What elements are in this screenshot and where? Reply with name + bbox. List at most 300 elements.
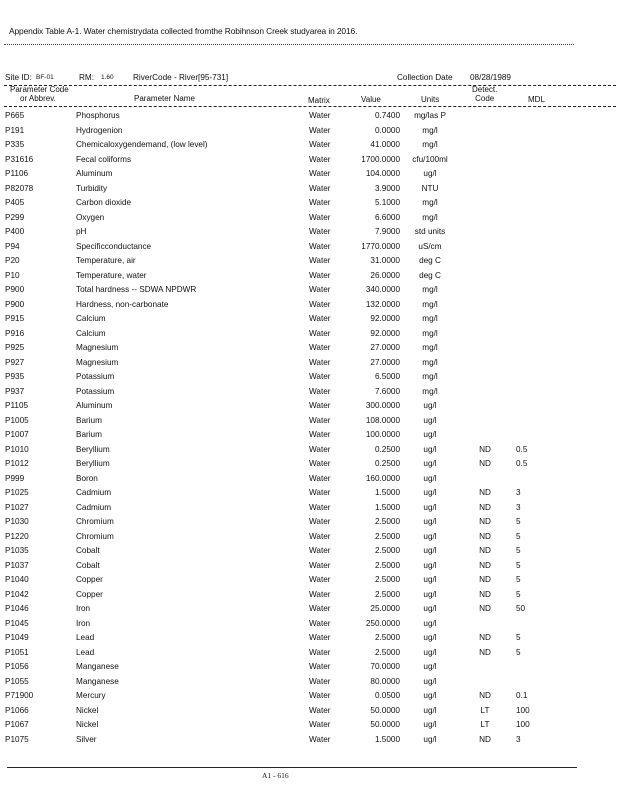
cell-value: 2.5000 [374,531,400,541]
cell-code: P1025 [5,488,29,497]
cell-matrix: Water [309,183,331,193]
cell-matrix: Water [309,401,331,410]
cell-mdl: 5 [516,575,521,584]
cell-matrix: Water [309,169,331,178]
cell-value: 41.0000 [370,140,400,149]
cell-units: mg/l [422,299,438,309]
cell-code: P1007 [5,430,29,439]
cell-value: 1770.0000 [361,241,400,251]
cell-units: ug/l [423,604,437,613]
table-title: Appendix Table A-1. Water chemistrydata collected fromthe Robihnson Creek studyarea in 2016. [9,26,358,36]
table-row [0,253,618,268]
cell-code: P1106 [5,169,29,178]
cell-code: P20 [5,256,20,265]
cell-units: ug/l [423,473,437,483]
cell-code: P1010 [5,444,29,454]
cell-matrix: Water [309,111,331,120]
table-row [0,108,618,123]
cell-value: 1.5000 [374,734,400,744]
table-row [0,529,618,544]
table-row [0,500,618,515]
cell-name: Chromium [76,531,114,541]
cell-value: 2.5000 [374,546,400,555]
cell-name: Silver [76,734,97,744]
cell-name: Nickel [76,705,99,715]
table-row [0,587,618,602]
table-row [0,152,618,167]
cell-value: 27.0000 [370,343,400,352]
cell-detect: ND [479,517,491,526]
cell-code: P665 [5,111,25,120]
cell-units: ug/l [423,691,437,700]
cell-detect: ND [479,459,491,468]
cell-matrix: Water [309,517,331,526]
cell-detect: ND [479,575,491,584]
cell-code: P299 [5,212,25,222]
header-bottom-rule [4,106,616,107]
cell-units: ug/l [423,575,437,584]
cell-value: 2.5000 [374,575,400,584]
cell-mdl: 0.1 [516,691,528,700]
cell-units: deg C [419,270,441,280]
cell-code: P1075 [5,734,29,744]
cell-name: Potassium [76,372,115,381]
cell-units: mg/las P [414,111,446,120]
site-id-value: BF-01 [36,74,54,81]
cell-value: 250.0000 [365,618,400,628]
table-row [0,659,618,674]
table-row [0,239,618,254]
cell-value: 0.2500 [374,459,400,468]
cell-code: P1035 [5,546,29,555]
cell-name: Temperature, water [76,270,147,280]
table-row [0,210,618,225]
cell-units: ug/l [423,633,437,642]
cell-name: Total hardness -- SDWA NPDWR [76,285,197,294]
table-row [0,645,618,660]
cell-value: 2.5000 [374,517,400,526]
cell-matrix: Water [309,241,331,251]
cell-code: P916 [5,328,25,338]
cell-code: P1005 [5,415,29,425]
cell-code: P927 [5,357,25,367]
cell-mdl: 5 [516,560,521,570]
cell-matrix: Water [309,415,331,425]
cell-matrix: Water [309,140,331,149]
cell-matrix: Water [309,618,331,628]
cell-name: Barium [76,430,102,439]
collection-date-label: Collection Date [397,73,453,82]
table-row [0,326,618,341]
cell-detect: ND [479,560,491,570]
cell-name: Copper [76,575,103,584]
cell-code: P1066 [5,705,29,715]
cell-name: Oxygen [76,212,105,222]
cell-matrix: Water [309,720,331,729]
cell-name: Specificconductance [76,241,152,251]
cell-matrix: Water [309,314,331,323]
cell-matrix: Water [309,633,331,642]
cell-value: 7.6000 [374,386,400,396]
cell-matrix: Water [309,328,331,338]
footer-rule [7,767,577,768]
cell-name: Chemicaloxygendemand, (low level) [76,140,208,149]
cell-name: Manganese [76,676,119,686]
cell-value: 2.5000 [374,647,400,657]
cell-name: Lead [76,647,95,657]
cell-code: P335 [5,140,25,149]
cell-value: 0.0000 [374,125,400,135]
cell-units: mg/l [422,343,438,352]
table-row [0,340,618,355]
cell-units: mg/l [422,198,438,207]
cell-units: deg C [419,256,441,265]
cell-code: P1027 [5,502,29,512]
river-code: RiverCode - River[95-731] [133,73,229,82]
cell-mdl: 3 [516,502,521,512]
table-row [0,456,618,471]
table-row [0,311,618,326]
cell-name: Carbon dioxide [76,198,132,207]
cell-units: ug/l [423,488,437,497]
cell-code: P915 [5,314,25,323]
cell-units: ug/l [423,169,437,178]
cell-code: P400 [5,227,25,236]
table-row [0,732,618,747]
page-number: A1 - 616 [262,771,289,780]
table-row [0,282,618,297]
cell-name: Beryllium [76,444,110,454]
table-row [0,427,618,442]
cell-name: Hydrogenion [76,125,123,135]
cell-units: cfu/100ml [412,154,448,164]
cell-name: Iron [76,604,91,613]
header-detect-line1: Detect. [472,85,498,94]
cell-mdl: 5 [516,647,521,657]
cell-units: ug/l [423,459,437,468]
cell-detect: ND [479,633,491,642]
cell-value: 340.0000 [365,285,400,294]
cell-matrix: Water [309,705,331,715]
cell-matrix: Water [309,604,331,613]
cell-code: P82078 [5,183,34,193]
cell-value: 0.2500 [374,444,400,454]
cell-units: ug/l [423,647,437,657]
cell-value: 132.0000 [365,299,400,309]
cell-name: Calcium [76,328,106,338]
cell-detect: ND [479,488,491,497]
cell-matrix: Water [309,531,331,541]
cell-name: Mercury [76,691,106,700]
cell-mdl: 5 [516,546,521,555]
table-row [0,137,618,152]
header-mdl: MDL [528,95,545,104]
header-detect-code [472,85,497,103]
cell-name: Beryllium [76,459,110,468]
cell-matrix: Water [309,386,331,396]
cell-code: P31616 [5,154,34,164]
cell-value: 25.0000 [370,604,400,613]
cell-name: Aluminum [76,401,113,410]
cell-matrix: Water [309,285,331,294]
cell-value: 70.0000 [370,662,400,671]
header-detect-line2: Code [475,94,495,103]
table-row [0,674,618,689]
table-row [0,398,618,413]
table-row [0,268,618,283]
cell-units: ug/l [423,705,437,715]
cell-units: ug/l [423,618,437,628]
table-row [0,543,618,558]
table-row [0,703,618,718]
cell-units: ug/l [423,502,437,512]
cell-code: P1046 [5,604,29,613]
cell-units: mg/l [422,125,438,135]
cell-name: Cobalt [76,546,100,555]
header-matrix: Matrix [308,96,330,105]
cell-name: Cadmium [76,488,112,497]
table-row [0,297,618,312]
cell-code: P1040 [5,575,29,584]
cell-detect: LT [480,705,490,715]
collection-date-value: 08/28/1989 [470,73,511,82]
cell-value: 1.5000 [374,488,400,497]
cell-name: Turbidity [76,183,108,193]
table-row [0,355,618,370]
cell-value: 1700.0000 [361,154,400,164]
cell-name: Iron [76,618,91,628]
cell-mdl: 5 [516,633,521,642]
cell-units: ug/l [423,517,437,526]
cell-matrix: Water [309,444,331,454]
cell-units: ug/l [423,401,437,410]
cell-mdl: 0.5 [516,459,528,468]
cell-matrix: Water [309,459,331,468]
cell-value: 7.9000 [374,227,400,236]
cell-name: Lead [76,633,95,642]
cell-mdl: 50 [516,604,526,613]
cell-matrix: Water [309,372,331,381]
cell-mdl: 5 [516,517,521,526]
cell-code: P925 [5,343,25,352]
cell-matrix: Water [309,502,331,512]
cell-units: mg/l [422,386,438,396]
cell-code: P1105 [5,401,29,410]
cell-matrix: Water [309,227,331,236]
cell-matrix: Water [309,343,331,352]
cell-code: P1220 [5,531,29,541]
cell-units: mg/l [422,140,438,149]
header-param-code-line1: Parameter Code [10,85,69,94]
cell-code: P71900 [5,691,34,700]
cell-detect: ND [479,546,491,555]
cell-units: mg/l [422,285,438,294]
cell-matrix: Water [309,560,331,570]
cell-value: 160.0000 [365,473,400,483]
cell-units: ug/l [423,589,437,599]
table-row [0,181,618,196]
cell-code: P191 [5,125,25,135]
cell-name: Magnesium [76,343,119,352]
cell-units: ug/l [423,430,437,439]
cell-code: P94 [5,241,20,251]
cell-code: P1055 [5,676,29,686]
cell-code: P1045 [5,618,29,628]
cell-name: Temperature, air [76,256,136,265]
cell-matrix: Water [309,488,331,497]
cell-value: 31.0000 [370,256,400,265]
cell-matrix: Water [309,647,331,657]
cell-units: ug/l [423,415,437,425]
cell-matrix: Water [309,734,331,744]
cell-detect: ND [479,734,491,744]
cell-value: 3.9000 [374,183,400,193]
cell-matrix: Water [309,270,331,280]
cell-code: P937 [5,386,25,396]
cell-matrix: Water [309,430,331,439]
cell-units: mg/l [422,328,438,338]
cell-mdl: 100 [516,720,530,729]
cell-value: 27.0000 [370,357,400,367]
table-row [0,166,618,181]
cell-units: mg/l [422,314,438,323]
cell-code: P1030 [5,517,29,526]
cell-code: P1049 [5,633,29,642]
cell-value: 108.0000 [365,415,400,425]
cell-name: Hardness, non-carbonate [76,299,169,309]
cell-units: ug/l [423,560,437,570]
header-units: Units [421,95,440,104]
cell-units: uS/cm [418,241,442,251]
cell-mdl: 0.5 [516,444,528,454]
cell-name: Phosphorus [76,111,120,120]
cell-code: P10 [5,270,20,280]
cell-value: 26.0000 [370,270,400,280]
cell-mdl: 3 [516,488,521,497]
cell-units: ug/l [423,676,437,686]
cell-value: 50.0000 [370,720,400,729]
cell-value: 104.0000 [365,169,400,178]
table-row [0,688,618,703]
cell-value: 6.5000 [374,372,400,381]
cell-detect: ND [479,444,491,454]
table-row [0,616,618,631]
cell-name: Barium [76,415,102,425]
cell-units: mg/l [422,357,438,367]
table-row [0,572,618,587]
cell-name: Chromium [76,517,114,526]
cell-matrix: Water [309,125,331,135]
cell-mdl: 5 [516,531,521,541]
cell-name: Cobalt [76,560,100,570]
table-row [0,471,618,486]
cell-value: 92.0000 [370,328,400,338]
cell-detect: LT [480,720,490,729]
table-row [0,630,618,645]
header-param-name: Parameter Name [134,94,195,103]
table-row [0,485,618,500]
header-param-code-line2: or Abbrev. [20,94,56,103]
rm-value: 1.60 [101,74,114,81]
table-row [0,601,618,616]
cell-value: 300.0000 [365,401,400,410]
cell-code: P405 [5,198,25,207]
cell-units: ug/l [423,662,437,671]
cell-detect: ND [479,589,491,599]
cell-value: 2.5000 [374,589,400,599]
table-row [0,195,618,210]
cell-value: 80.0000 [370,676,400,686]
cell-matrix: Water [309,691,331,700]
cell-matrix: Water [309,662,331,671]
cell-name: Aluminum [76,169,113,178]
cell-value: 100.0000 [365,430,400,439]
cell-code: P1067 [5,720,29,729]
cell-value: 0.0500 [374,691,400,700]
cell-value: 5.1000 [374,198,400,207]
cell-units: mg/l [422,212,438,222]
cell-units: std units [414,227,446,236]
cell-units: ug/l [423,546,437,555]
table-row [0,514,618,529]
cell-matrix: Water [309,212,331,222]
cell-name: pH [76,227,87,236]
cell-matrix: Water [309,357,331,367]
cell-matrix: Water [309,676,331,686]
cell-units: ug/l [423,734,437,744]
cell-code: P900 [5,285,25,294]
cell-code: P999 [5,473,25,483]
cell-code: P1012 [5,459,29,468]
cell-code: P900 [5,299,25,309]
cell-units: ug/l [423,531,437,541]
cell-mdl: 3 [516,734,521,744]
cell-matrix: Water [309,589,331,599]
table-row [0,558,618,573]
cell-name: Cadmium [76,502,112,512]
cell-matrix: Water [309,256,331,265]
cell-detect: ND [479,691,491,700]
cell-name: Fecal coliforms [76,154,132,164]
cell-name: Copper [76,589,103,599]
table-row [0,413,618,428]
table-row [0,442,618,457]
cell-value: 0.7400 [374,111,400,120]
cell-value: 1.5000 [374,502,400,512]
cell-matrix: Water [309,546,331,555]
cell-matrix: Water [309,198,331,207]
cell-detect: ND [479,604,491,613]
cell-units: ug/l [423,444,437,454]
cell-units: mg/l [422,372,438,381]
cell-name: Potassium [76,386,115,396]
cell-mdl: 100 [516,705,530,715]
cell-detect: ND [479,502,491,512]
table-row [0,123,618,138]
cell-matrix: Water [309,473,331,483]
title-divider [4,44,574,45]
cell-detect: ND [479,531,491,541]
cell-units: ug/l [423,720,437,729]
header-top-rule [4,85,616,86]
cell-code: P1051 [5,647,29,657]
cell-name: Boron [76,473,98,483]
data-table-body [0,108,618,746]
cell-code: P935 [5,372,25,381]
table-row [0,369,618,384]
table-row [0,384,618,399]
cell-name: Calcium [76,314,106,323]
